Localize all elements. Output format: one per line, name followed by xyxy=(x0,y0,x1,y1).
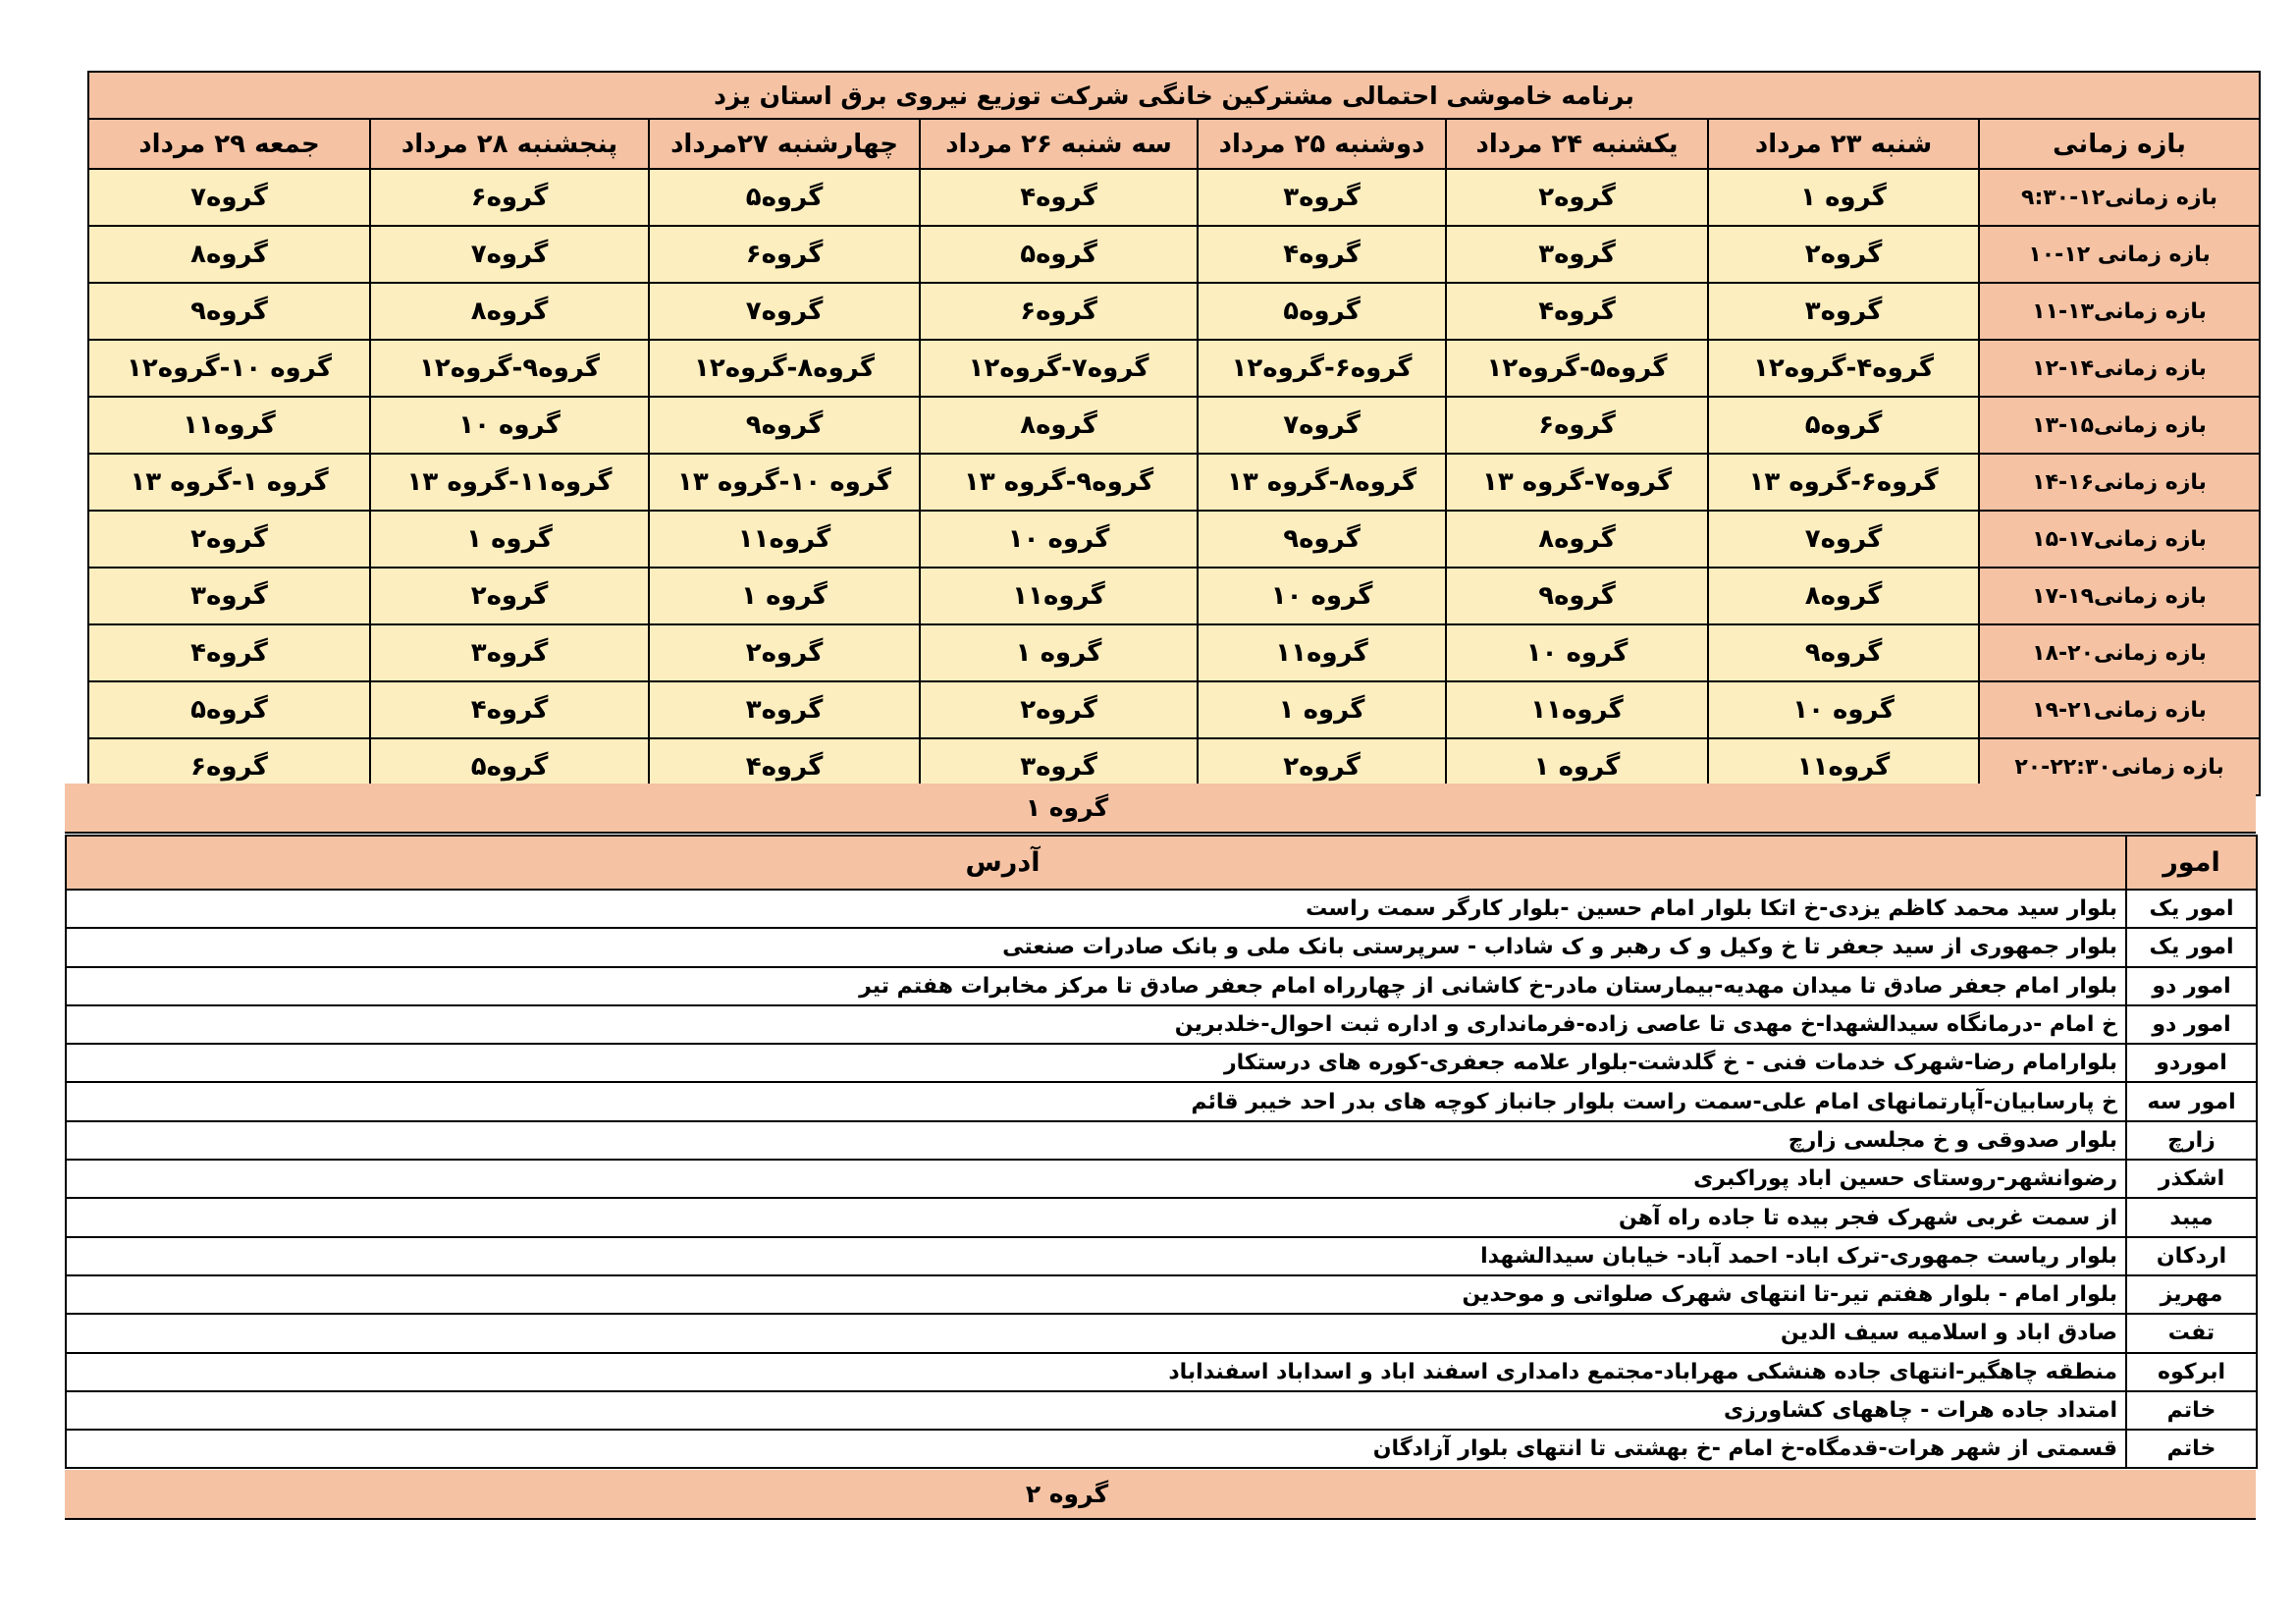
group-2-bar xyxy=(65,1470,2256,1520)
group-cell: گروه۶ xyxy=(920,283,1198,340)
header-day: چهارشنبه ۲۷مرداد xyxy=(649,119,920,169)
group-cell: گروه۵ xyxy=(370,738,649,795)
address-cell: بلوار جمهوری از سید جعفر تا خ وکیل و ک رهبر و ک شاداب - سرپرستی بانک ملی و بانک صادرات صنعتی xyxy=(66,928,2126,966)
office-cell: امور سه xyxy=(2126,1082,2257,1120)
group-cell: گروه۳ xyxy=(920,738,1198,795)
time-period-cell: بازه زمانی۱۴-۱۲ xyxy=(1979,340,2260,397)
group-cell: گروه ۱۰ xyxy=(920,511,1198,568)
group-cell: گروه ۱ xyxy=(1198,681,1446,738)
schedule-row xyxy=(88,681,2260,738)
group-cell: گروه۲ xyxy=(1446,169,1708,226)
schedule-row xyxy=(88,226,2260,283)
group-cell: گروه۸ xyxy=(920,397,1198,454)
group-cell: گروه ۱ xyxy=(649,568,920,624)
group-cell: گروه۸-گروه ۱۳ xyxy=(1198,454,1446,511)
address-cell: صادق اباد و اسلامیه سیف الدین xyxy=(66,1314,2126,1352)
schedule-row xyxy=(88,511,2260,568)
header-day: جمعه ۲۹ مرداد xyxy=(88,119,370,169)
office-cell: ابرکوه xyxy=(2126,1353,2257,1391)
address-row xyxy=(66,1121,2257,1160)
group-cell: گروه۷-گروه ۱۳ xyxy=(1446,454,1708,511)
group-cell: گروه۳ xyxy=(88,568,370,624)
group-cell: گروه۳ xyxy=(1446,226,1708,283)
address-cell: خ پارسابیان-آپارتمانهای امام علی-سمت راست بلوار جانباز کوچه های بدر احد خیبر قائم xyxy=(66,1082,2126,1120)
group-cell: گروه۷ xyxy=(1708,511,1979,568)
address-cell: امتداد جاده هرات - چاههای کشاورزی xyxy=(66,1391,2126,1430)
group-cell: گروه۹ xyxy=(1708,624,1979,681)
group-cell: گروه۶ xyxy=(88,738,370,795)
office-cell: امور یک xyxy=(2126,928,2257,966)
time-period-cell: بازه زمانی۲۰-۱۸ xyxy=(1979,624,2260,681)
group-cell: گروه۲ xyxy=(1198,738,1446,795)
group-cell: گروه۴ xyxy=(1446,283,1708,340)
group-cell: گروه۲ xyxy=(88,511,370,568)
group-cell: گروه ۱ xyxy=(1708,169,1979,226)
group-cell: گروه۵ xyxy=(1708,397,1979,454)
address-header-label: آدرس xyxy=(965,847,1041,878)
address-row xyxy=(66,1005,2257,1044)
address-body xyxy=(66,890,2257,1468)
address-row xyxy=(66,1237,2257,1275)
header-day: پنجشنبه ۲۸ مرداد xyxy=(370,119,649,169)
group-cell: گروه۶ xyxy=(370,169,649,226)
time-period-cell: بازه زمانی۲۱-۱۹ xyxy=(1979,681,2260,738)
office-cell: امور دو xyxy=(2126,1005,2257,1044)
group-cell: گروه ۱۰ xyxy=(1198,568,1446,624)
address-row xyxy=(66,1391,2257,1430)
group-cell: گروه۷ xyxy=(88,169,370,226)
address-cell: بلوارامام رضا-شهرک خدمات فنی - خ گلدشت-بلوار علامه جعفری-کوره های درستکار xyxy=(66,1044,2126,1082)
address-row xyxy=(66,1044,2257,1082)
group-cell: گروه۵ xyxy=(88,681,370,738)
group-cell: گروه ۱ xyxy=(920,624,1198,681)
office-cell: مهریز xyxy=(2126,1275,2257,1314)
address-row xyxy=(66,1275,2257,1314)
office-header: امور xyxy=(2126,836,2257,890)
group-cell: گروه۶ xyxy=(1446,397,1708,454)
group-cell: گروه۹ xyxy=(88,283,370,340)
group-cell: گروه۵-گروه۱۲ xyxy=(1446,340,1708,397)
group-cell: گروه۷ xyxy=(1198,397,1446,454)
group-1-label: گروه ۱ xyxy=(1025,793,1109,822)
office-cell: خاتم xyxy=(2126,1430,2257,1468)
address-row xyxy=(66,928,2257,966)
header-period: بازه زمانی xyxy=(1979,119,2260,169)
office-cell: تفت xyxy=(2126,1314,2257,1352)
group-cell: گروه۳ xyxy=(1708,283,1979,340)
time-period-cell: بازه زمانی ۱۲-۱۰ xyxy=(1979,226,2260,283)
group-cell: گروه۶ xyxy=(649,226,920,283)
group-cell: گروه۹ xyxy=(649,397,920,454)
schedule-body xyxy=(88,169,2260,795)
group-cell: گروه۵ xyxy=(1198,283,1446,340)
time-period-cell: بازه زمانی۱۵-۱۳ xyxy=(1979,397,2260,454)
group-cell: گروه۱۱ xyxy=(1446,681,1708,738)
schedule-row xyxy=(88,454,2260,511)
group-cell: گروه۶-گروه ۱۳ xyxy=(1708,454,1979,511)
group-cell: گروه ۱ xyxy=(370,511,649,568)
office-cell: خاتم xyxy=(2126,1391,2257,1430)
group-2-label: گروه ۲ xyxy=(1025,1480,1109,1508)
office-cell: اردکان xyxy=(2126,1237,2257,1275)
schedule-row xyxy=(88,624,2260,681)
address-row xyxy=(66,1198,2257,1236)
group-cell: گروه۲ xyxy=(370,568,649,624)
group-cell: گروه۲ xyxy=(649,624,920,681)
schedule-row xyxy=(88,340,2260,397)
time-period-cell: بازه زمانی۱۲-۹:۳۰ xyxy=(1979,169,2260,226)
address-cell: بلوار ریاست جمهوری-ترک اباد- احمد آباد- خیابان سیدالشهدا xyxy=(66,1237,2126,1275)
group-cell: گروه۴ xyxy=(88,624,370,681)
address-cell: بلوار سید محمد کاظم یزدی-خ اتکا بلوار امام حسین -بلوار کارگر سمت راست xyxy=(66,890,2126,928)
office-cell: اموردو xyxy=(2126,1044,2257,1082)
time-period-cell: بازه زمانی۱۹-۱۷ xyxy=(1979,568,2260,624)
group-cell: گروه۴ xyxy=(370,681,649,738)
address-cell: رضوانشهر-روستای حسین اباد پوراکبری xyxy=(66,1160,2126,1198)
office-cell: زارچ xyxy=(2126,1121,2257,1160)
header-day: شنبه ۲۳ مرداد xyxy=(1708,119,1979,169)
group-cell: گروه۳ xyxy=(370,624,649,681)
group-cell: گروه۱۱ xyxy=(920,568,1198,624)
group-cell: گروه۸ xyxy=(88,226,370,283)
group-cell: گروه۹-گروه ۱۳ xyxy=(920,454,1198,511)
group-cell: گروه ۱۰ xyxy=(370,397,649,454)
schedule-row xyxy=(88,397,2260,454)
office-cell: امور یک xyxy=(2126,890,2257,928)
schedule-row xyxy=(88,283,2260,340)
group-cell: گروه۵ xyxy=(920,226,1198,283)
group-cell: گروه۳ xyxy=(1198,169,1446,226)
group-cell: گروه۹-گروه۱۲ xyxy=(370,340,649,397)
address-cell: خ امام -درمانگاه سیدالشهدا-خ مهدی تا عاصی زاده-فرمانداری و اداره ثبت احوال-خلدبرین xyxy=(66,1005,2126,1044)
group-cell: گروه ۱-گروه ۱۳ xyxy=(88,454,370,511)
group-cell: گروه۷-گروه۱۲ xyxy=(920,340,1198,397)
address-cell: بلوار امام - بلوار هفتم تیر-تا انتهای شهرک صلواتی و موحدین xyxy=(66,1275,2126,1314)
group-cell: گروه۱۱ xyxy=(1198,624,1446,681)
group-cell: گروه ۱۰ xyxy=(1708,681,1979,738)
header-day: دوشنبه ۲۵ مرداد xyxy=(1198,119,1446,169)
group-cell: گروه۴-گروه۱۲ xyxy=(1708,340,1979,397)
address-row xyxy=(66,1082,2257,1120)
group-1-address-table xyxy=(65,835,2258,1469)
schedule-row xyxy=(88,169,2260,226)
group-cell: گروه۸ xyxy=(1446,511,1708,568)
group-cell: گروه۴ xyxy=(920,169,1198,226)
group-cell: گروه۱۱ xyxy=(649,511,920,568)
address-row xyxy=(66,967,2257,1005)
time-period-cell: بازه زمانی۱۷-۱۵ xyxy=(1979,511,2260,568)
group-cell: گروه۱۱-گروه ۱۳ xyxy=(370,454,649,511)
office-cell: امور دو xyxy=(2126,967,2257,1005)
address-row xyxy=(66,1430,2257,1468)
address-cell: بلوار امام جعفر صادق تا میدان مهدیه-بیمارستان مادر-خ کاشانی از چهارراه امام جعفر صادق تا مرکز مخابرات هفتم تیر xyxy=(66,967,2126,1005)
group-1-bar xyxy=(65,784,2256,834)
group-cell: گروه۹ xyxy=(1198,511,1446,568)
group-cell: گروه۶-گروه۱۲ xyxy=(1198,340,1446,397)
schedule-table xyxy=(87,71,2261,796)
group-cell: گروه۳ xyxy=(649,681,920,738)
address-row xyxy=(66,890,2257,928)
group-cell: گروه۱۱ xyxy=(88,397,370,454)
group-cell: گروه۴ xyxy=(1198,226,1446,283)
office-cell: اشکذر xyxy=(2126,1160,2257,1198)
group-cell: گروه۸ xyxy=(1708,568,1979,624)
group-cell: گروه۷ xyxy=(649,283,920,340)
group-cell: گروه ۱۰-گروه ۱۳ xyxy=(649,454,920,511)
group-cell: گروه۱۱ xyxy=(1708,738,1979,795)
address-row xyxy=(66,1314,2257,1352)
address-row xyxy=(66,1160,2257,1198)
time-period-cell: بازه زمانی۱۶-۱۴ xyxy=(1979,454,2260,511)
group-cell: گروه ۱ xyxy=(1446,738,1708,795)
address-cell: بلوار صدوقی و خ مجلسی زارچ xyxy=(66,1121,2126,1160)
group-cell: گروه ۱۰ xyxy=(1446,624,1708,681)
group-cell: گروه۸ xyxy=(370,283,649,340)
group-cell: گروه ۱۰-گروه۱۲ xyxy=(88,340,370,397)
address-cell: قسمتی از شهر هرات-قدمگاه-خ امام -خ بهشتی تا انتهای بلوار آزادگان xyxy=(66,1430,2126,1468)
header-day: سه شنبه ۲۶ مرداد xyxy=(920,119,1198,169)
address-cell: منطقه چاهگیر-انتهای جاده هنشکی مهراباد-مجتمع دامداری اسفند اباد و اسداباد اسفنداباد xyxy=(66,1353,2126,1391)
header-day: یکشنبه ۲۴ مرداد xyxy=(1446,119,1708,169)
group-cell: گروه۲ xyxy=(1708,226,1979,283)
address-header xyxy=(66,836,2126,890)
group-cell: گروه۷ xyxy=(370,226,649,283)
address-row xyxy=(66,1353,2257,1391)
group-cell: گروه۴ xyxy=(649,738,920,795)
time-period-cell: بازه زمانی۲۲:۳۰-۲۰ xyxy=(1979,738,2260,795)
schedule-header-row xyxy=(88,119,2260,169)
schedule-row xyxy=(88,568,2260,624)
schedule-title: برنامه خاموشی احتمالی مشترکین خانگی شرکت توزیع نیروی برق استان یزد xyxy=(88,72,2260,119)
address-cell: از سمت غربی شهرک فجر بیده تا جاده راه آهن xyxy=(66,1198,2126,1236)
group-cell: گروه۲ xyxy=(920,681,1198,738)
group-cell: گروه۵ xyxy=(649,169,920,226)
group-cell: گروه۹ xyxy=(1446,568,1708,624)
time-period-cell: بازه زمانی۱۳-۱۱ xyxy=(1979,283,2260,340)
office-cell: میبد xyxy=(2126,1198,2257,1236)
group-cell: گروه۸-گروه۱۲ xyxy=(649,340,920,397)
